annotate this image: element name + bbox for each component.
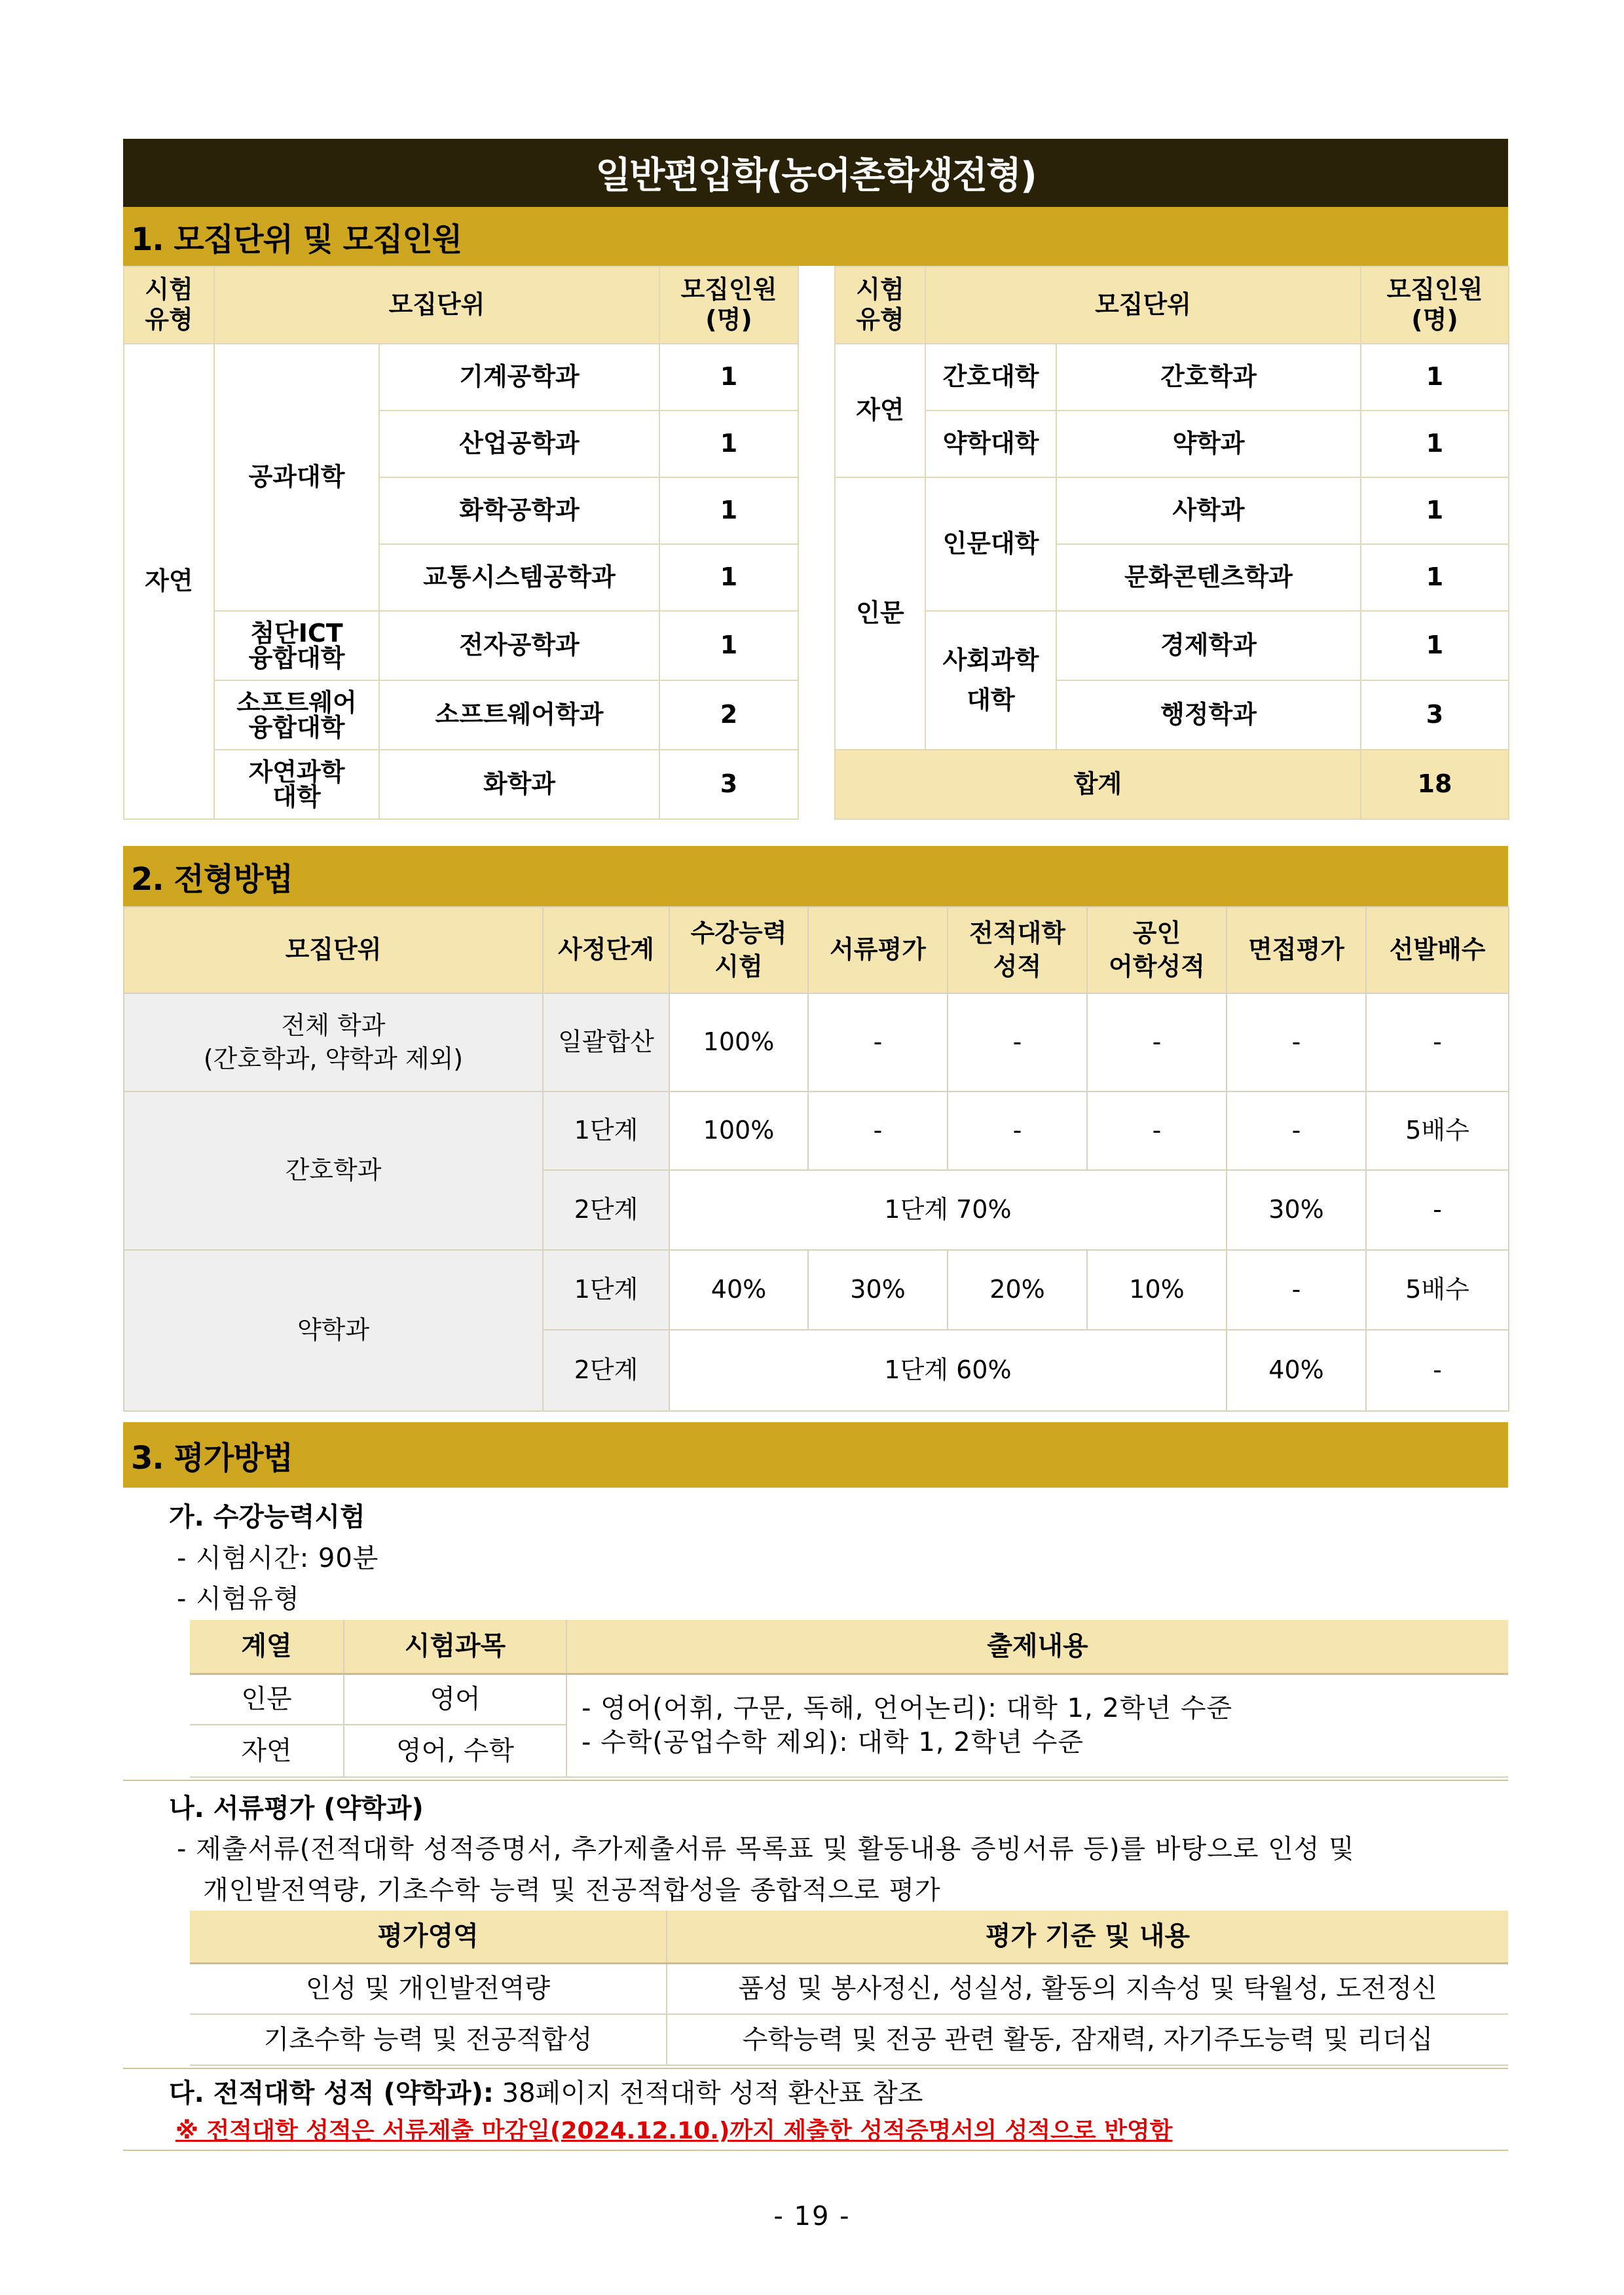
header-count-right: 모집인원 (명) — [1361, 266, 1509, 344]
table-gap — [798, 266, 835, 819]
selection-method-table — [123, 906, 1509, 1412]
count-cell: 3 — [659, 750, 798, 819]
documents-desc-line1: - 제출서류(전적대학 성적증명서, 추가제출서류 목록표 및 활동내용 증빙서류 등)를 바탕으로 인성 및 — [177, 1834, 1355, 1864]
dept-cell: 행정학과 — [1056, 680, 1361, 750]
content-line: - 수학(공업수학 제외): 대학 1, 2학년 수준 — [581, 1727, 1084, 1758]
dept-cell: 간호학과 — [1056, 344, 1361, 411]
dept-cell: 경제학과 — [1056, 611, 1361, 680]
type-cell-natural-right: 자연 — [835, 344, 925, 477]
value-cell: - — [1087, 993, 1227, 1092]
value-cell: - — [1087, 1092, 1227, 1170]
count-cell: 1 — [1361, 411, 1509, 477]
content-line: - 영어(어휘, 구문, 독해, 언어논리): 대학 1, 2학년 수준 — [581, 1693, 1233, 1724]
subsection-c-title: 다. 전적대학 성적 (약학과): — [169, 2078, 494, 2108]
value-cell: - — [1366, 993, 1509, 1092]
header-content: 출제내용 — [566, 1620, 1508, 1674]
college-cell: 소프트웨어 융합대학 — [214, 680, 379, 750]
evaluation-table — [190, 1911, 1508, 2066]
header-subject: 시험과목 — [344, 1620, 566, 1674]
merged-cell: 1단계 60% — [669, 1330, 1227, 1411]
dept-cell: 화학공학과 — [379, 477, 659, 544]
subsection-b-title: 나. 서류평가 (약학과) — [169, 1793, 424, 1824]
header-interview: 면접평가 — [1227, 907, 1366, 993]
value-cell: 30% — [1227, 1170, 1366, 1250]
dept-cell: 산업공학과 — [379, 411, 659, 477]
subsection-c-text: 38페이지 전적대학 성적 환산표 참조 — [493, 2078, 923, 2108]
header-track: 계열 — [190, 1620, 344, 1674]
value-cell: 100% — [669, 993, 808, 1092]
dept-cell: 소프트웨어학과 — [379, 680, 659, 750]
subject-cell: 영어, 수학 — [344, 1725, 566, 1777]
unit-nursing: 간호학과 — [124, 1092, 543, 1250]
header-aptitude: 수강능력 시험 — [669, 907, 808, 993]
header-criteria: 평가 기준 및 내용 — [667, 1911, 1508, 1963]
divider — [123, 2068, 1508, 2069]
exam-table — [190, 1620, 1508, 1778]
exam-time: - 시험시간: 90분 — [177, 1543, 379, 1573]
header-stage: 사정단계 — [543, 907, 669, 993]
header-exam-type-right: 시험 유형 — [835, 266, 925, 344]
header-area: 평가영역 — [190, 1911, 667, 1963]
dept-cell: 전자공학과 — [379, 611, 659, 680]
quota-table — [123, 266, 1509, 820]
header-exam-type: 시험 유형 — [124, 266, 214, 344]
count-cell: 1 — [1361, 611, 1509, 680]
exam-type-label: - 시험유형 — [177, 1584, 300, 1614]
total-label: 합계 — [835, 750, 1361, 819]
stage-cell: 2단계 — [543, 1170, 669, 1250]
dept-cell: 교통시스템공학과 — [379, 544, 659, 611]
count-cell: 1 — [659, 477, 798, 544]
header-unit: 모집단위 — [124, 907, 543, 993]
value-cell: - — [1227, 993, 1366, 1092]
subsection-c — [169, 2072, 923, 2110]
dept-cell: 문화콘텐츠학과 — [1056, 544, 1361, 611]
stage-cell: 일괄합산 — [543, 993, 669, 1092]
unit-all: 전체 학과 (간호학과, 약학과 제외) — [124, 993, 543, 1092]
value-cell: - — [808, 993, 948, 1092]
count-cell: 1 — [659, 411, 798, 477]
value-cell: - — [1227, 1092, 1366, 1170]
section1-heading: 1. 모집단위 및 모집인원 — [123, 207, 1508, 266]
page-number: - 19 - — [773, 2201, 851, 2231]
stage-cell: 1단계 — [543, 1250, 669, 1330]
divider — [123, 2150, 1508, 2151]
count-cell: 1 — [659, 344, 798, 411]
header-documents: 서류평가 — [808, 907, 948, 993]
college-cell: 약학대학 — [925, 411, 1056, 477]
college-cell: 인문대학 — [925, 477, 1056, 611]
count-cell: 1 — [659, 611, 798, 680]
area-cell: 기초수학 능력 및 전공적합성 — [190, 2014, 667, 2065]
count-cell: 1 — [1361, 477, 1509, 544]
track-cell: 인문 — [190, 1674, 344, 1725]
value-cell: - — [1227, 1250, 1366, 1330]
value-cell: - — [948, 993, 1087, 1092]
track-cell: 자연 — [190, 1725, 344, 1777]
type-cell-humanities: 인문 — [835, 477, 925, 750]
count-cell: 1 — [1361, 544, 1509, 611]
dept-cell: 사학과 — [1056, 477, 1361, 544]
value-cell: 100% — [669, 1092, 808, 1170]
value-cell: - — [1366, 1170, 1509, 1250]
college-cell: 첨단ICT 융합대학 — [214, 611, 379, 680]
criteria-cell: 수학능력 및 전공 관련 활동, 잠재력, 자기주도능력 및 리더십 — [667, 2014, 1508, 2065]
merged-cell: 1단계 70% — [669, 1170, 1227, 1250]
criteria-cell: 품성 및 봉사정신, 성실성, 활동의 지속성 및 탁월성, 도전정신 — [667, 1963, 1508, 2014]
dept-cell: 기계공학과 — [379, 344, 659, 411]
count-cell: 1 — [1361, 344, 1509, 411]
count-cell: 2 — [659, 680, 798, 750]
value-cell: 40% — [669, 1250, 808, 1330]
dept-cell: 화학과 — [379, 750, 659, 819]
college-cell: 자연과학 대학 — [214, 750, 379, 819]
value-cell: 40% — [1227, 1330, 1366, 1411]
documents-desc-line2: 개인발전역량, 기초수학 능력 및 전공적합성을 종합적으로 평가 — [203, 1875, 941, 1905]
total-value: 18 — [1361, 750, 1509, 819]
value-cell: - — [948, 1092, 1087, 1170]
header-prior-grades: 전적대학 성적 — [948, 907, 1087, 993]
section2-heading: 2. 전형방법 — [123, 846, 1508, 906]
grade-note: ※ 전적대학 성적은 서류제출 마감일(2024.12.10.)까지 제출한 성적증명서의 성적으로 반영함 — [175, 2118, 1173, 2144]
count-cell: 1 — [659, 544, 798, 611]
value-cell: 5배수 — [1366, 1250, 1509, 1330]
section3-heading: 3. 평가방법 — [123, 1422, 1508, 1488]
page-title: 일반편입학(농어촌학생전형) — [123, 139, 1508, 207]
divider — [123, 1780, 1508, 1781]
header-unit: 모집단위 — [214, 266, 659, 344]
value-cell: 20% — [948, 1250, 1087, 1330]
subject-cell: 영어 — [344, 1674, 566, 1725]
header-multiple: 선발배수 — [1366, 907, 1509, 993]
college-cell: 간호대학 — [925, 344, 1056, 411]
dept-cell: 약학과 — [1056, 411, 1361, 477]
value-cell: 30% — [808, 1250, 948, 1330]
count-cell: 3 — [1361, 680, 1509, 750]
header-unit-right: 모집단위 — [925, 266, 1361, 344]
unit-pharmacy: 약학과 — [124, 1250, 543, 1411]
stage-cell: 1단계 — [543, 1092, 669, 1170]
header-language: 공인 어학성적 — [1087, 907, 1227, 993]
exam-content-cell — [566, 1674, 1508, 1777]
stage-cell: 2단계 — [543, 1330, 669, 1411]
type-cell-natural: 자연 — [124, 344, 214, 819]
area-cell: 인성 및 개인발전역량 — [190, 1963, 667, 2014]
value-cell: - — [808, 1092, 948, 1170]
subsection-a-title: 가. 수강능력시험 — [169, 1502, 365, 1532]
value-cell: 5배수 — [1366, 1092, 1509, 1170]
value-cell: - — [1366, 1330, 1509, 1411]
college-cell: 공과대학 — [214, 344, 379, 611]
value-cell: 10% — [1087, 1250, 1227, 1330]
college-cell: 사회과학 대학 — [925, 611, 1056, 750]
header-count: 모집인원 (명) — [659, 266, 798, 344]
